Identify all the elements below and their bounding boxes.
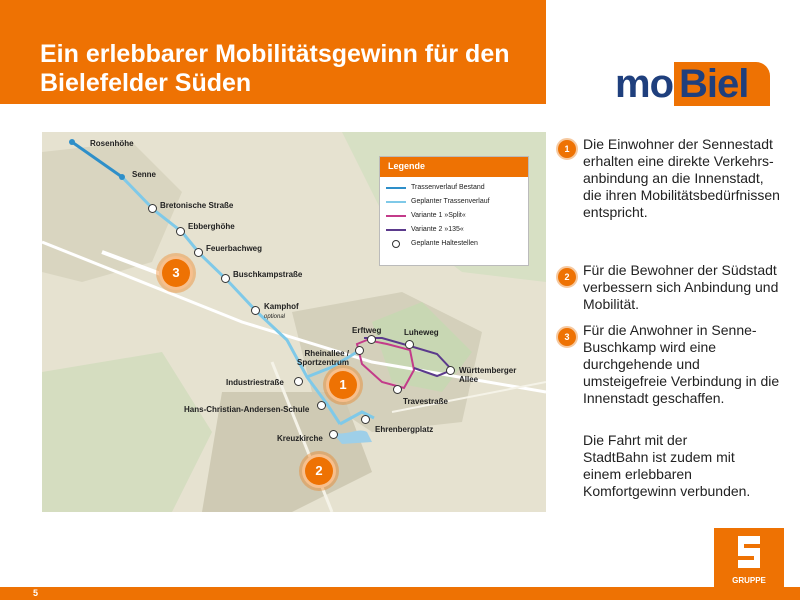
logo-text-mo: mo — [615, 62, 673, 106]
stop-marker — [405, 340, 414, 349]
map-marker-2: 2 — [302, 454, 336, 488]
stop-marker — [251, 306, 260, 315]
legend-label: Variante 2 »135« — [411, 226, 464, 233]
stop-marker — [367, 335, 376, 344]
mobiel-logo — [615, 62, 785, 106]
legend-stop-icon — [392, 240, 400, 248]
stadtwerke-gruppe-logo — [714, 528, 784, 594]
legend-label: Trassenverlauf Bestand — [411, 184, 485, 191]
station-label: Bretonische Straße — [160, 201, 234, 210]
title-bar — [0, 0, 546, 104]
station-label: Erftweg — [352, 326, 382, 335]
closing-text: Die Fahrt mit der StadtBahn ist zudem mit einem erlebbaren Komfortgewinn verbunden. — [583, 432, 751, 499]
station-label: Rosenhöhe — [90, 139, 134, 148]
station-label — [459, 366, 516, 384]
legend-item — [380, 223, 528, 237]
station-label — [264, 302, 299, 322]
station-label-line: Allee — [459, 375, 479, 384]
legend-swatch — [386, 229, 406, 231]
legend-swatch — [386, 201, 406, 203]
legend-item — [380, 181, 528, 195]
stop-marker — [294, 377, 303, 386]
legend-item — [380, 237, 528, 251]
gruppe-label: GRUPPE — [732, 576, 766, 585]
station-label-line: Sportzentrum — [297, 358, 349, 367]
title-line-1: Ein erlebbarer Mobilitätsgewinn für den — [40, 40, 510, 68]
station-label: Senne — [132, 170, 157, 179]
station-label: Luheweg — [404, 328, 439, 337]
station-label: Ehrenbergplatz — [375, 425, 434, 434]
stop-marker — [194, 248, 203, 257]
stop-marker — [176, 227, 185, 236]
stop-marker — [393, 385, 402, 394]
page-title — [40, 40, 540, 98]
stop-marker — [355, 346, 364, 355]
s-logo-icon — [730, 532, 768, 572]
bullet-number-1: 1 — [556, 138, 578, 160]
map-marker-3: 3 — [159, 256, 193, 290]
stop-marker — [329, 430, 338, 439]
legend-swatch — [386, 215, 406, 217]
map-legend — [379, 156, 529, 266]
stop-marker — [361, 415, 370, 424]
station-label: Feuerbachweg — [206, 244, 263, 253]
legend-item — [380, 209, 528, 223]
station-label — [297, 349, 349, 367]
station-label: Ebberghöhe — [188, 222, 235, 231]
station-label-line: Rheinallee / — [304, 349, 349, 358]
logo-text-biel: Biel — [679, 62, 749, 106]
route-map — [42, 132, 546, 512]
page-number: 5 — [33, 588, 39, 598]
station-label: Travestraße — [403, 397, 448, 406]
legend-label: Geplanter Trassenverlauf — [411, 198, 490, 205]
bullet-text-1: Die Einwohner der Sennestadt erhalten eine direkte Verkehrs-anbindung an die Innenstadt, die ihren Mobilitätsbedürfnissen entspricht. — [583, 136, 780, 220]
stop-dot — [119, 174, 125, 180]
map-marker-1: 1 — [326, 368, 360, 402]
station-label: Buschkampstraße — [233, 270, 303, 279]
footer-bar — [0, 587, 800, 600]
station-note: optional — [264, 314, 286, 320]
station-label: Industriestraße — [226, 378, 284, 387]
legend-label: Variante 1 »Split« — [411, 212, 466, 219]
station-label-line: Württemberger — [459, 366, 517, 375]
station-label: Hans-Christian-Andersen-Schule — [184, 405, 310, 414]
title-line-2: Bielefelder Süden — [40, 69, 252, 97]
bullet-number-2: 2 — [556, 266, 578, 288]
bullet-number-3: 3 — [556, 326, 578, 348]
legend-item — [380, 195, 528, 209]
stop-marker — [148, 204, 157, 213]
legend-swatch — [386, 187, 406, 189]
stop-marker — [446, 366, 455, 375]
station-label-kamphof: Kamphof — [264, 302, 299, 311]
station-label: Kreuzkirche — [277, 434, 323, 443]
legend-label: Geplante Haltestellen — [411, 240, 478, 247]
stop-dot — [69, 139, 75, 145]
bullet-text-3: Für die Anwohner in Senne-Buschkamp wird eine durchgehende und umsteigefreie Verbindung in die Innenstadt geschaffen. — [583, 322, 780, 406]
stop-marker — [221, 274, 230, 283]
legend-title: Legende — [380, 157, 528, 177]
bullet-text-2: Für die Bewohner der Südstadt verbessern sich Anbindung und Mobilität. — [583, 262, 779, 312]
stop-marker — [317, 401, 326, 410]
